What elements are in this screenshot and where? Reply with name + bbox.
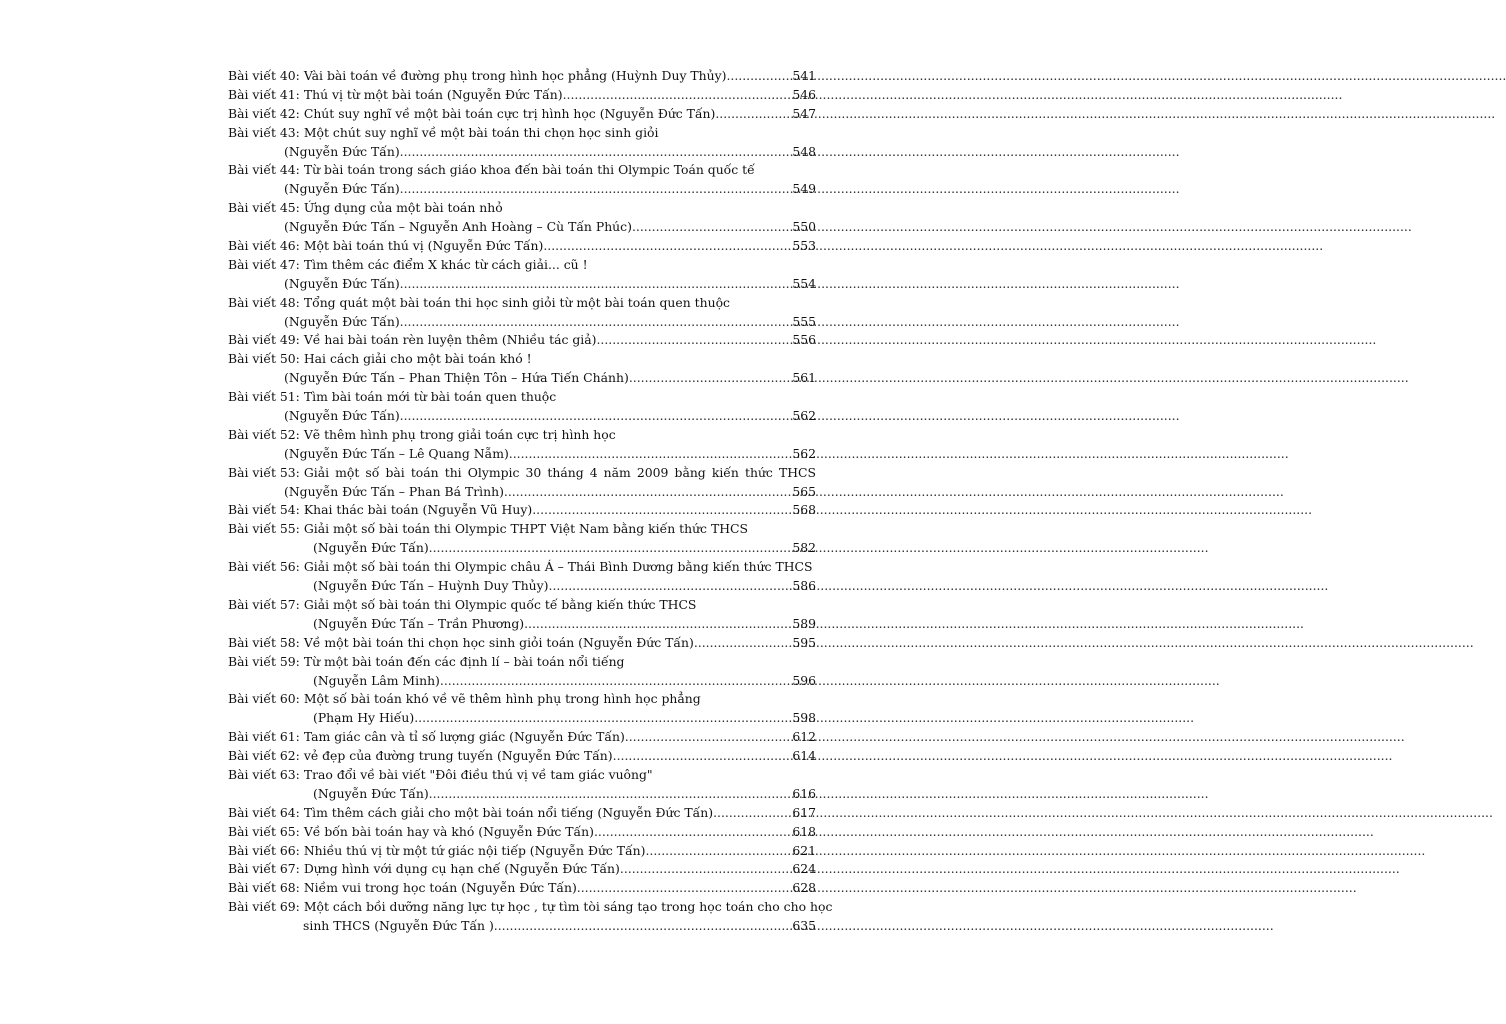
page-number: 553	[792, 238, 816, 254]
entry-title: Một số bài toán khó về vẽ thêm hình phụ trong hình học phẳng	[303, 691, 701, 707]
page-number: 562	[792, 408, 816, 424]
dot-leader	[414, 709, 789, 728]
entry-title: sinh THCS (Nguyễn Đức Tấn )	[303, 918, 494, 934]
entry-title: (Nguyễn Đức Tấn)	[313, 540, 429, 556]
entry-title: Tổng quát một bài toán thi học sinh giỏi từ một bài toán quen thuộc	[303, 294, 730, 310]
page-number: 556	[792, 332, 816, 348]
entry-title: Tam giác cân và tỉ số lượng giác (Nguyễn Đức Tấn)	[303, 729, 625, 745]
entry-title: Giải một số bài toán thi Olympic quốc tế bằng kiến thức THCS	[303, 596, 697, 612]
page-number: 635	[792, 918, 816, 934]
dot-leader	[625, 728, 790, 747]
toc-entry	[228, 823, 816, 842]
entry-title: Tìm bài toán mới từ bài toán quen thuộc	[303, 389, 557, 405]
entry-title: Một bài toán thú vị (Nguyễn Đức Tấn)	[303, 238, 544, 254]
entry-number: Bài viết 64:	[228, 804, 300, 820]
dot-leader	[429, 539, 790, 558]
dot-leader	[400, 313, 790, 332]
entry-title: Ứng dụng của một bài toán nhỏ	[303, 200, 503, 216]
entry-title: Giải một số bài toán thi Olympic THPT Việt Nam bằng kiến thức THCS	[303, 521, 748, 537]
toc-entry	[228, 709, 816, 728]
page-number: 548	[792, 143, 816, 159]
entry-number: Bài viết 58:	[228, 634, 300, 650]
page-number: 596	[792, 672, 816, 688]
entry-title: Niềm vui trong học toán (Nguyễn Đức Tấn)	[303, 880, 577, 896]
entry-number: Bài viết 50:	[228, 351, 300, 367]
entry-title: Vài bài toán về đường phụ trong hình học phẳng (Huỳnh Duy Thủy)	[303, 68, 727, 83]
entry-number: Bài viết 46:	[228, 238, 300, 254]
toc-entry	[228, 294, 816, 313]
toc-entry	[228, 842, 816, 861]
entry-number: Bài viết 69:	[228, 899, 300, 915]
dot-leader	[645, 842, 789, 861]
entry-number: Bài viết 63:	[228, 766, 300, 782]
toc-entry	[228, 445, 816, 464]
toc-entry	[228, 218, 816, 237]
entry-title: Giải một số bài toán thi Olympic châu Á – Thái Bình Dương bằng kiến thức THCS	[303, 559, 813, 575]
dot-leader	[713, 804, 789, 823]
entry-title: Một cách bồi dưỡng năng lực tự học , tự tìm tòi sáng tạo trong học toán cho cho học	[303, 899, 833, 915]
dot-leader	[577, 879, 790, 898]
page-number: 550	[792, 219, 816, 235]
dot-leader	[504, 483, 789, 502]
dot-leader	[594, 823, 789, 842]
dot-leader	[715, 105, 789, 124]
page-number: 586	[792, 578, 816, 594]
entry-number: Bài viết 59:	[228, 653, 300, 669]
page-number: 595	[792, 634, 816, 650]
page-number: 589	[792, 615, 816, 631]
page-number: 614	[792, 748, 816, 764]
toc-entry	[228, 672, 816, 691]
toc-entry	[228, 331, 816, 350]
entry-title: Về hai bài toán rèn luyện thêm (Nhiều tác giả)	[303, 332, 597, 348]
dot-leader	[620, 860, 789, 879]
entry-title: Tìm thêm cách giải cho một bài toán nổi tiếng (Nguyễn Đức Tấn)	[303, 804, 714, 820]
entry-title: Khai thác bài toán (Nguyễn Vũ Huy)	[303, 502, 533, 518]
dot-leader	[632, 218, 789, 237]
dot-leader	[400, 275, 790, 294]
toc-entry	[228, 804, 816, 823]
entry-title: Dựng hình với dụng cụ hạn chế (Nguyễn Đức Tấn)	[303, 861, 620, 877]
toc-entry	[228, 785, 816, 804]
entry-title: Giải một số bài toán thi Olympic 30 tháng 4 năm 2009 bằng kiến thức THCS	[303, 464, 816, 480]
entry-title: (Nguyễn Đức Tấn – Huỳnh Duy Thủy)	[313, 578, 549, 594]
entry-title: Tìm thêm các điểm X khác từ cách giải... cũ !	[303, 256, 588, 272]
toc-entry	[228, 766, 816, 785]
toc-entry	[228, 634, 816, 653]
entry-title: Về một bài toán thi chọn học sinh giỏi toán (Nguyễn Đức Tấn)	[303, 634, 694, 650]
entry-title: (Nguyễn Đức Tấn)	[284, 143, 400, 159]
entry-title: (Nguyễn Đức Tấn)	[284, 313, 400, 329]
page-number: 617	[792, 804, 816, 820]
toc-entry	[228, 275, 816, 294]
toc-entry	[228, 728, 816, 747]
page-number: 549	[792, 181, 816, 197]
entry-title: Vẽ thêm hình phụ trong giải toán cực trị hình học	[303, 426, 616, 442]
dot-leader	[494, 917, 790, 936]
toc-entry	[228, 124, 816, 143]
page-number: 624	[792, 861, 816, 877]
page-number: 546	[792, 86, 816, 102]
entry-number: Bài viết 65:	[228, 823, 300, 839]
dot-leader	[563, 86, 790, 105]
entry-title: Thú vị từ một bài toán (Nguyễn Đức Tấn)	[303, 86, 563, 102]
dot-leader	[543, 237, 789, 256]
toc-entry	[228, 860, 816, 879]
toc-entry	[228, 426, 816, 445]
toc-entry	[228, 464, 816, 483]
table-of-contents	[228, 67, 833, 936]
entry-title: (Nguyễn Đức Tấn)	[284, 181, 400, 197]
toc-entry	[228, 539, 816, 558]
entry-title: (Nguyễn Đức Tấn – Lê Quang Nẫm)	[284, 445, 509, 461]
entry-number: Bài viết 49:	[228, 332, 300, 348]
page-number: 618	[792, 823, 816, 839]
page-number: 554	[792, 275, 816, 291]
dot-leader	[400, 407, 790, 426]
entry-number: Bài viết 54:	[228, 502, 300, 518]
toc-entry	[228, 180, 816, 199]
entry-number: Bài viết 41:	[228, 86, 300, 102]
entry-number: Bài viết 44:	[228, 162, 300, 178]
entry-title: (Nguyễn Đức Tấn)	[284, 275, 400, 291]
page-number: 565	[792, 483, 816, 499]
dot-leader	[613, 747, 790, 766]
dot-leader	[524, 615, 789, 634]
entry-title: (Nguyễn Đức Tấn)	[284, 408, 400, 424]
entry-number: Bài viết 43:	[228, 124, 300, 140]
entry-title: Nhiều thú vị từ một tứ giác nội tiếp (Nguyễn Đức Tấn)	[303, 842, 646, 858]
dot-leader	[400, 180, 790, 199]
entry-title: Về bốn bài toán hay và khó (Nguyễn Đức Tấn)	[303, 823, 594, 839]
page-number: 582	[792, 540, 816, 556]
page-number: 621	[792, 842, 816, 858]
page-number: 568	[792, 502, 816, 518]
entry-title: Từ một bài toán đến các định lí – bài toán nổi tiếng	[303, 653, 625, 669]
toc-entry	[228, 747, 816, 766]
toc-entry	[228, 520, 816, 539]
entry-number: Bài viết 55:	[228, 521, 300, 537]
entry-number: Bài viết 66:	[228, 842, 300, 858]
page-number: 547	[792, 105, 816, 121]
entry-title: (Nguyễn Đức Tấn – Phan Bá Trình)	[284, 483, 504, 499]
entry-number: Bài viết 45:	[228, 200, 300, 216]
entry-number: Bài viết 51:	[228, 389, 300, 405]
toc-entry	[228, 256, 816, 275]
toc-entry	[228, 501, 816, 520]
toc-entry	[228, 653, 816, 672]
dot-leader	[440, 672, 789, 691]
entry-number: Bài viết 52:	[228, 426, 300, 442]
page-number: 612	[792, 729, 816, 745]
dot-leader	[726, 67, 789, 86]
entry-title: Trao đổi về bài viết "Đôi điều thú vị về tam giác vuông"	[303, 766, 653, 782]
toc-entry	[228, 199, 816, 218]
toc-entry	[228, 105, 816, 124]
entry-number: Bài viết 42:	[228, 105, 300, 121]
entry-number: Bài viết 47:	[228, 256, 300, 272]
entry-number: Bài viết 68:	[228, 880, 300, 896]
toc-entry	[228, 596, 816, 615]
toc-entry	[228, 577, 816, 596]
toc-entry	[228, 67, 816, 86]
dot-leader	[400, 143, 790, 162]
page-number: 561	[792, 370, 816, 386]
dot-leader	[596, 331, 789, 350]
entry-title: (Nguyễn Đức Tấn – Trần Phương)	[313, 615, 525, 631]
toc-entry	[228, 143, 816, 162]
entry-number: Bài viết 53:	[228, 464, 300, 480]
page-number: 541	[792, 68, 816, 83]
page-number: 616	[792, 785, 816, 801]
entry-number: Bài viết 57:	[228, 596, 300, 612]
entry-number: Bài viết 61:	[228, 729, 300, 745]
entry-number: Bài viết 62:	[228, 748, 300, 764]
entry-title: Chút suy nghĩ về một bài toán cực trị hình học (Nguyễn Đức Tấn)	[303, 105, 716, 121]
toc-entry	[228, 917, 816, 936]
page-number: 562	[792, 445, 816, 461]
dot-leader	[429, 785, 790, 804]
dot-leader	[629, 369, 790, 388]
entry-number: Bài viết 48:	[228, 294, 300, 310]
toc-entry	[228, 86, 816, 105]
dot-leader	[509, 445, 790, 464]
entry-title: vẻ đẹp của đường trung tuyến (Nguyễn Đức Tấn)	[303, 748, 613, 764]
dot-leader	[694, 634, 790, 653]
entry-title: (Nguyễn Đức Tấn)	[313, 785, 429, 801]
toc-entry	[228, 369, 816, 388]
entry-title: Hai cách giải cho một bài toán khó !	[303, 351, 532, 367]
page-number: 628	[792, 880, 816, 896]
toc-entry	[228, 483, 816, 502]
toc-entry	[228, 161, 816, 180]
toc-entry	[228, 879, 816, 898]
entry-title: (Nguyễn Đức Tấn – Nguyễn Anh Hoàng – Cù Tấn Phúc)	[284, 219, 632, 235]
entry-title: (Nguyễn Đức Tấn – Phan Thiện Tôn – Hứa Tiến Chánh)	[284, 370, 629, 386]
entry-number: Bài viết 60:	[228, 691, 300, 707]
entry-number: Bài viết 56:	[228, 559, 300, 575]
entry-title: (Nguyễn Lâm Minh)	[313, 672, 440, 688]
entry-number: Bài viết 67:	[228, 861, 300, 877]
dot-leader	[532, 501, 789, 520]
toc-entry	[228, 237, 816, 256]
entry-title: (Phạm Hy Hiếu)	[313, 710, 415, 726]
page-number: 598	[792, 710, 816, 726]
toc-entry	[228, 558, 816, 577]
page-number: 555	[792, 313, 816, 329]
toc-entry	[228, 407, 816, 426]
toc-entry	[228, 615, 816, 634]
entry-title: Một chút suy nghĩ về một bài toán thi chọn học sinh giỏi	[303, 124, 659, 140]
dot-leader	[549, 577, 790, 596]
toc-entry	[228, 350, 816, 369]
toc-entry	[228, 313, 816, 332]
toc-entry	[228, 898, 833, 917]
entry-title: Từ bài toán trong sách giáo khoa đến bài toán thi Olympic Toán quốc tế	[303, 162, 755, 178]
entry-number: Bài viết 40:	[228, 68, 300, 83]
toc-entry	[228, 690, 816, 709]
toc-entry	[228, 388, 816, 407]
